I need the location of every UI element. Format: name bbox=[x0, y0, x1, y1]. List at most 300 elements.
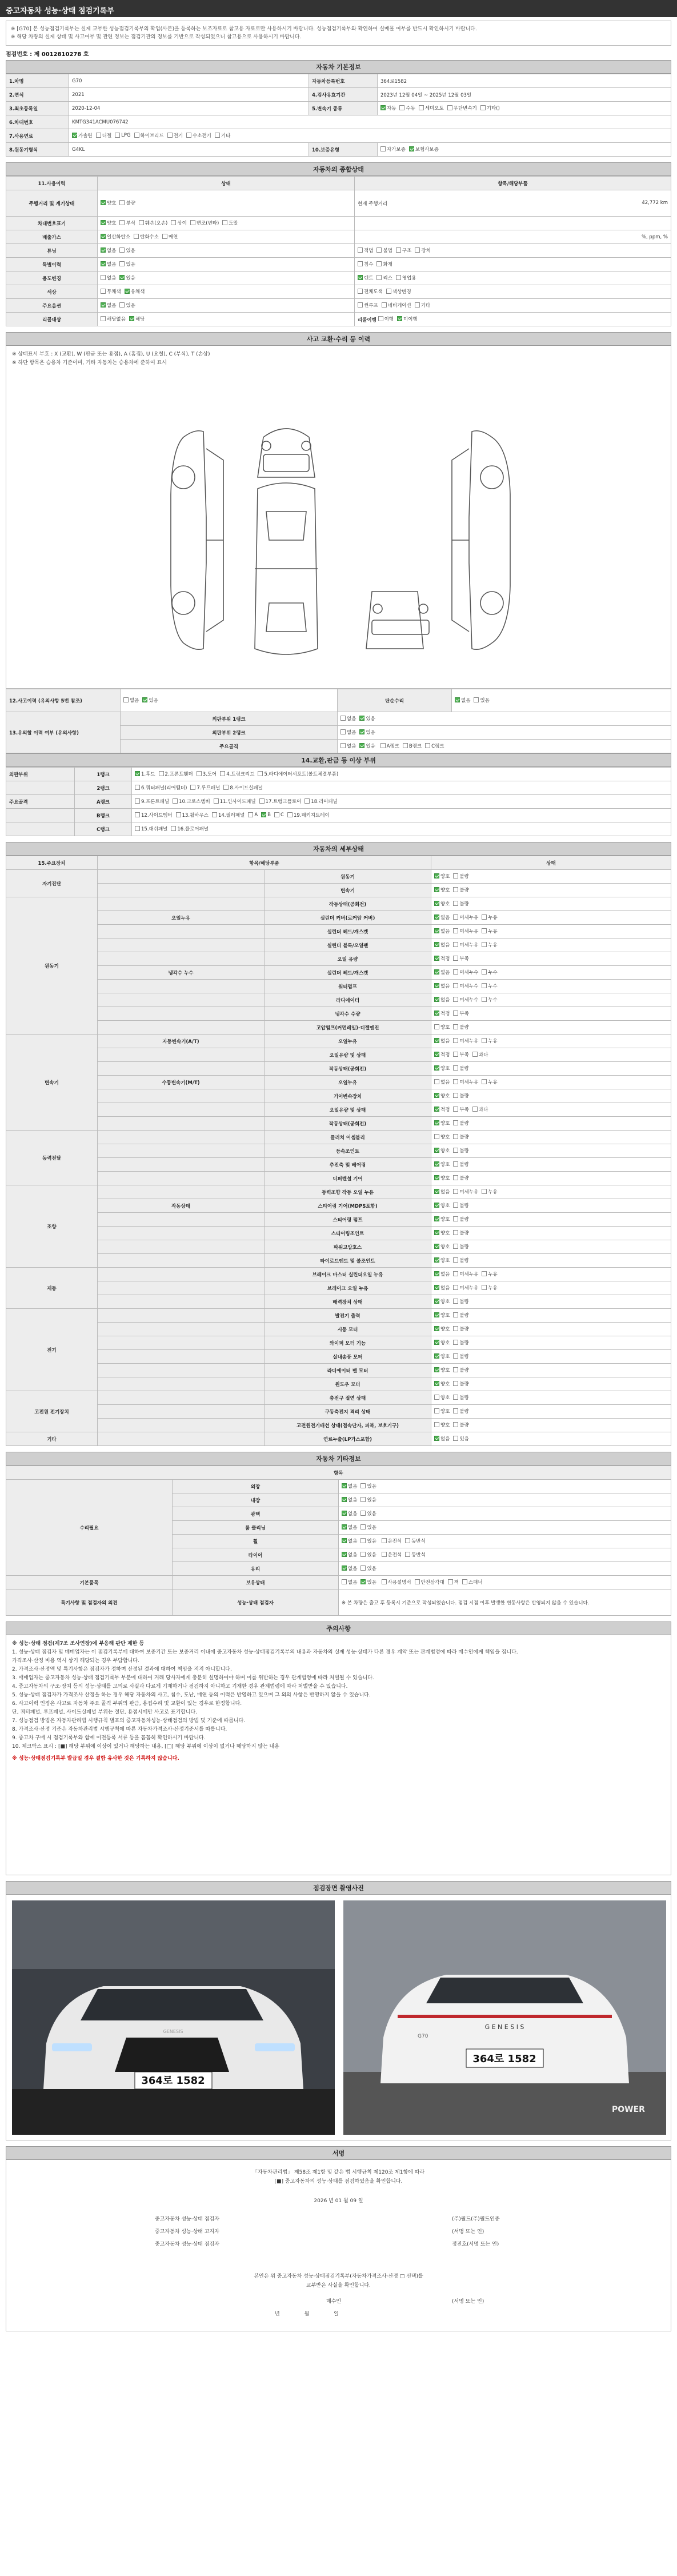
checkbox-label: 누유 bbox=[488, 1285, 498, 1291]
checkbox-icon bbox=[453, 1353, 458, 1359]
part-label: 기어변속장치 bbox=[265, 1089, 431, 1103]
label: 10.보증유형 bbox=[309, 143, 378, 157]
part-label: 오일누유 bbox=[265, 1035, 431, 1048]
car-top-view-icon bbox=[255, 483, 318, 654]
part-label: 실린더 커버(로커암 커버) bbox=[265, 911, 431, 925]
state bbox=[431, 925, 671, 938]
value: 2023년 12월 04일 ~ 2025년 12월 03일 bbox=[378, 88, 671, 102]
state bbox=[431, 1144, 671, 1158]
badge-front: GENESIS bbox=[163, 2029, 183, 2034]
checkbox-option bbox=[453, 1271, 478, 1277]
checkbox-label: 양호 bbox=[440, 1093, 450, 1099]
checkbox-icon bbox=[453, 1381, 458, 1386]
checkbox-icon bbox=[135, 812, 140, 817]
state bbox=[339, 1521, 671, 1535]
checkbox-option bbox=[342, 1510, 357, 1517]
checkbox-option bbox=[453, 996, 478, 1003]
checkbox-option bbox=[405, 1537, 426, 1544]
checkbox-option bbox=[134, 233, 159, 240]
checkbox-icon bbox=[386, 289, 391, 294]
checkbox-label: 있음 bbox=[367, 1483, 376, 1489]
checkbox-label: 유채색 bbox=[130, 289, 145, 295]
state bbox=[431, 1295, 671, 1309]
checkbox-option bbox=[453, 1312, 468, 1319]
checkbox-icon bbox=[173, 798, 178, 804]
group-label: 기타 bbox=[6, 1432, 98, 1446]
checkbox-option bbox=[453, 1353, 468, 1360]
checkbox-icon bbox=[397, 316, 402, 321]
checkbox-icon bbox=[455, 697, 460, 702]
caution-line: 1. 성능·상태 점검자 및 매매업자는 이 점검기록부에 대하여 보증기간 또는 보증거리 이내에 중고자동차 성능·상태점검기록부의 내용과 자동차의 실제 성능·상태가 다른 경우 계약 또는 관계법령에 따라 매수인에게 책임을 집니다. bbox=[12, 1650, 518, 1655]
state bbox=[339, 1507, 671, 1521]
checkbox-label: 과다 bbox=[478, 1052, 488, 1058]
checkbox-icon bbox=[453, 1065, 458, 1071]
part-label: 실린더 헤드/개스켓 bbox=[265, 966, 431, 980]
checkbox-icon bbox=[453, 887, 458, 892]
part-label: 워터펌프 bbox=[265, 980, 431, 993]
checkbox-icon bbox=[359, 729, 364, 734]
checkbox-label: 상이 bbox=[177, 220, 187, 226]
checkbox-icon bbox=[434, 1065, 439, 1071]
checkbox-option bbox=[434, 1298, 450, 1305]
checkbox-label: 양호 bbox=[440, 1148, 450, 1154]
car-rear-view-icon bbox=[366, 592, 429, 649]
checkbox-icon bbox=[453, 873, 458, 878]
value bbox=[338, 740, 671, 753]
checkbox-label: 부족 bbox=[459, 1052, 469, 1058]
checkbox-icon bbox=[259, 798, 265, 804]
checkbox-label: 불량 bbox=[459, 1175, 469, 1181]
checkbox-icon bbox=[342, 1552, 347, 1557]
checkbox-option bbox=[125, 288, 145, 295]
checkbox-option bbox=[425, 742, 444, 749]
checkbox-label: 없음 bbox=[440, 1079, 450, 1085]
checkbox-label: 없음 bbox=[348, 1579, 358, 1585]
part-label: 등속조인트 bbox=[265, 1144, 431, 1158]
checkbox-option bbox=[434, 1325, 450, 1332]
state bbox=[431, 911, 671, 925]
checkbox-label: 무채색 bbox=[107, 289, 121, 295]
checkbox-option bbox=[434, 1394, 450, 1401]
checkbox-icon bbox=[480, 105, 486, 110]
checkbox-icon bbox=[453, 1271, 458, 1276]
state bbox=[339, 1548, 671, 1562]
part-label: 룸 클리닝 bbox=[173, 1521, 339, 1535]
checkbox-option bbox=[222, 219, 238, 226]
part-label: 와이퍼 모터 기능 bbox=[265, 1336, 431, 1350]
checkbox-icon bbox=[462, 1579, 467, 1584]
checkbox-label: 없음 bbox=[440, 928, 450, 934]
checkbox-label: 미세누수 bbox=[459, 969, 479, 976]
checkbox-icon bbox=[382, 1579, 387, 1584]
checkbox-label: 부족 bbox=[459, 1107, 469, 1113]
part-label: 브레이크 오일 누유 bbox=[265, 1281, 431, 1295]
part-label: 외장 bbox=[173, 1480, 339, 1493]
checkbox-option bbox=[434, 1065, 450, 1072]
checkbox-option bbox=[360, 1551, 376, 1558]
sign-d: 일 bbox=[334, 2311, 339, 2317]
checkbox-option bbox=[162, 233, 178, 240]
checkbox-option bbox=[434, 914, 450, 921]
checkbox-label: 해당없음 bbox=[107, 316, 126, 322]
checkbox-option bbox=[119, 261, 135, 267]
checkbox-label: 양호 bbox=[440, 1230, 450, 1236]
part-label: 라디에이터 팬 모터 bbox=[265, 1364, 431, 1377]
label: 8.원동기형식 bbox=[6, 143, 69, 157]
state bbox=[431, 1227, 671, 1240]
checkbox-option bbox=[340, 715, 356, 722]
part-label: 시동 모터 bbox=[265, 1323, 431, 1336]
checkbox-icon bbox=[434, 942, 439, 947]
checkbox-label: 미이행 bbox=[403, 316, 418, 322]
checkbox-icon bbox=[360, 1511, 366, 1516]
checkbox-icon bbox=[434, 1203, 439, 1208]
part-label: 연료누출(LP가스포함) bbox=[265, 1432, 431, 1446]
checkbox-icon bbox=[415, 247, 420, 253]
checkbox-option bbox=[342, 1483, 357, 1489]
caution-line: 3. 매매업자는 중고자동차 성능·상태 점검기록부 부분에 대하여 거래 당사자에게 충분히 설명하여야 하며 이를 위반하는 경우 관계법령에 따라 처벌될 수 있습니다. bbox=[12, 1675, 374, 1681]
sub-label bbox=[98, 1089, 265, 1103]
row-detail bbox=[355, 230, 671, 244]
checkbox-option bbox=[453, 1325, 468, 1332]
checkbox-label: 양호 bbox=[440, 1326, 450, 1332]
group bbox=[6, 781, 75, 795]
checkbox-label: 누수 bbox=[488, 969, 498, 976]
checkbox-icon bbox=[482, 983, 487, 988]
checkbox-option bbox=[342, 1551, 357, 1558]
checkbox-icon bbox=[101, 289, 106, 294]
row-state bbox=[98, 313, 355, 326]
checkbox-label: 동반석 bbox=[411, 1538, 426, 1544]
checkbox-option bbox=[376, 274, 392, 281]
checkbox-option bbox=[101, 199, 116, 206]
row-label: 주요옵션 bbox=[6, 299, 98, 313]
checkbox-icon bbox=[448, 1579, 453, 1584]
checkbox-icon bbox=[409, 146, 414, 151]
checkbox-option bbox=[382, 302, 411, 309]
page-title: 중고자동차 성능·상태 점검기록부 bbox=[0, 0, 677, 17]
checkbox-icon bbox=[134, 234, 139, 239]
checkbox-icon bbox=[453, 1422, 458, 1427]
checkbox-label: 미세누수 bbox=[459, 983, 479, 989]
detail-table bbox=[6, 856, 671, 1446]
checkbox-option bbox=[453, 1133, 468, 1140]
checkbox-icon bbox=[380, 146, 386, 151]
th: 상태 bbox=[98, 177, 355, 190]
state bbox=[431, 1391, 671, 1405]
sub-label bbox=[98, 1350, 265, 1364]
part-label: 브레이크 마스터 실린더오일 누유 bbox=[265, 1268, 431, 1281]
checkbox-option bbox=[409, 146, 439, 153]
checkbox-label: 6.쿼터패널(리어휀더) bbox=[141, 785, 187, 791]
checkbox-label: 부족 bbox=[459, 956, 469, 962]
car-side-right-icon bbox=[452, 431, 510, 650]
checkbox-option bbox=[434, 1339, 450, 1346]
checkbox-option bbox=[359, 729, 375, 736]
th: 항목/해당부품 bbox=[355, 177, 671, 190]
label: 자동차등록번호 bbox=[309, 74, 378, 88]
row-state bbox=[98, 217, 355, 230]
checkbox-icon bbox=[434, 1161, 439, 1167]
sign-r3-value: 정진호(서명 또는 인) bbox=[452, 2242, 499, 2247]
part-label: 작동상태(공회전) bbox=[265, 897, 431, 911]
checkbox-option bbox=[220, 770, 254, 777]
state bbox=[431, 1240, 671, 1254]
checkbox-option bbox=[129, 315, 145, 322]
checkbox-option bbox=[359, 715, 375, 722]
sub-label bbox=[98, 980, 265, 993]
checkbox-icon bbox=[340, 743, 346, 748]
checkbox-label: 19.패키지트레이 bbox=[293, 812, 330, 818]
mileage: 42,772 km bbox=[642, 199, 668, 206]
checkbox-icon bbox=[135, 785, 140, 790]
checkbox-icon bbox=[261, 812, 266, 817]
sub-label bbox=[98, 1103, 265, 1117]
state bbox=[431, 1035, 671, 1048]
checkbox-option bbox=[360, 1537, 376, 1544]
checkbox-label: 수소전기 bbox=[193, 133, 211, 139]
checkbox-icon bbox=[399, 105, 404, 110]
checkbox-option bbox=[434, 1243, 450, 1250]
checkbox-icon bbox=[376, 275, 382, 280]
state bbox=[431, 1158, 671, 1172]
checkbox-label: 3.도어 bbox=[202, 771, 217, 777]
checkbox-option bbox=[190, 219, 219, 226]
row-detail: 리콜이행 이행 미이행 bbox=[355, 313, 671, 326]
checkbox-icon bbox=[453, 914, 458, 920]
checkbox-label: 적정 bbox=[440, 1107, 450, 1113]
sub-label bbox=[98, 1144, 265, 1158]
checkbox-option bbox=[171, 219, 186, 226]
state bbox=[431, 993, 671, 1007]
checkbox-label: 세미오토 bbox=[424, 105, 444, 111]
state bbox=[431, 897, 671, 911]
checkbox-label: 과다 bbox=[478, 1107, 488, 1113]
state bbox=[431, 1268, 671, 1281]
checkbox-option bbox=[453, 928, 478, 934]
checkbox-icon bbox=[358, 289, 363, 294]
checkbox-icon bbox=[274, 812, 279, 817]
rank: A랭크 bbox=[75, 795, 132, 809]
checkbox-label: 양호 bbox=[440, 1367, 450, 1373]
checkbox-label: 있음 bbox=[366, 729, 375, 736]
checkbox-icon bbox=[358, 261, 363, 266]
checkbox-option bbox=[434, 1037, 450, 1044]
checkbox-label: 17.트렁크플로어 bbox=[265, 798, 302, 805]
group-label: 전기 bbox=[6, 1309, 98, 1391]
checkbox-icon bbox=[376, 247, 382, 253]
checkbox-option bbox=[453, 1284, 478, 1291]
checkbox-option bbox=[382, 1579, 411, 1585]
checkbox-icon bbox=[358, 247, 363, 253]
checkbox-option bbox=[101, 247, 116, 254]
group: 주요골격 bbox=[6, 795, 75, 809]
section-misc: 자동차 기타정보 bbox=[6, 1452, 671, 1465]
checkbox-label: 불량 bbox=[459, 1161, 469, 1168]
checkbox-option bbox=[360, 1524, 376, 1531]
checkbox-label: 양호 bbox=[107, 220, 117, 226]
checkbox-label: 침수 bbox=[364, 261, 374, 267]
checkbox-label: 불량 bbox=[459, 1257, 469, 1264]
value: KMTG341ACMU076742 bbox=[69, 115, 671, 129]
checkbox-label: 불량 bbox=[459, 1353, 469, 1360]
part-label: 원동기 bbox=[265, 870, 431, 884]
caution-line: 가격조사·산정 비용 역시 상기 해당되는 경우 부담합니다. bbox=[12, 1658, 139, 1664]
checkbox-icon bbox=[434, 1381, 439, 1386]
checkbox-icon bbox=[378, 316, 383, 321]
checkbox-icon bbox=[482, 942, 487, 947]
part-label: 작동상태(공회전) bbox=[265, 1117, 431, 1131]
checkbox-label: 양호 bbox=[440, 873, 450, 880]
state bbox=[431, 1309, 671, 1323]
checkbox-label: 누유 bbox=[488, 914, 498, 921]
row-label: 13.유의할 이력 여부 (유의사항) bbox=[6, 712, 121, 753]
part-label: 고전원전기배선 상태(접속단자, 피복, 보호기구) bbox=[265, 1419, 431, 1432]
checkbox-option bbox=[434, 1312, 450, 1319]
checkbox-icon bbox=[135, 798, 140, 804]
checkbox-option bbox=[453, 1120, 468, 1127]
checkbox-icon bbox=[482, 1038, 487, 1043]
part-label: 구동축전지 격리 상태 bbox=[265, 1405, 431, 1419]
checkbox-icon bbox=[434, 1052, 439, 1057]
sign-r2-value: (서명 또는 인) bbox=[452, 2229, 484, 2235]
checkbox-option bbox=[386, 288, 411, 295]
checkbox-option bbox=[434, 1051, 450, 1058]
checkbox-label: 불법 bbox=[383, 247, 392, 254]
watermark: POWER bbox=[612, 2105, 645, 2114]
checkbox-option bbox=[482, 914, 497, 921]
checkbox-icon bbox=[434, 928, 439, 933]
sub-label: 작동상태 bbox=[98, 1199, 265, 1213]
accident-table bbox=[6, 689, 671, 753]
checkbox-icon bbox=[434, 1285, 439, 1290]
checkbox-option bbox=[453, 1380, 468, 1387]
checkbox-option bbox=[434, 941, 450, 948]
row-detail bbox=[355, 217, 671, 230]
part-label: 냉각수 수량 bbox=[265, 1007, 431, 1021]
car-side-left-icon bbox=[171, 431, 223, 650]
checkbox-option bbox=[135, 825, 167, 832]
checkbox-icon bbox=[472, 1107, 478, 1112]
checkbox-label: 없음 bbox=[440, 1436, 450, 1442]
checkbox-label: 전체도색 bbox=[364, 289, 383, 295]
checkbox-icon bbox=[119, 247, 125, 253]
checkbox-icon bbox=[453, 1203, 458, 1208]
checkbox-option bbox=[382, 1551, 402, 1558]
checkbox-label: 16.플로어패널 bbox=[177, 826, 209, 832]
checkbox-icon bbox=[382, 1552, 387, 1557]
group-label: 원동기 bbox=[6, 897, 98, 1035]
sub-label bbox=[98, 1172, 265, 1185]
checkbox-label: 불량 bbox=[459, 1422, 469, 1428]
checkbox-label: 있음 bbox=[366, 716, 375, 722]
checkbox-icon bbox=[342, 1483, 347, 1488]
checkbox-label: 적정 bbox=[440, 956, 450, 962]
checkbox-icon bbox=[134, 133, 139, 138]
checkbox-label: 누유 bbox=[488, 1271, 498, 1277]
checkbox-label: 미세누유 bbox=[459, 1189, 479, 1195]
row-state bbox=[98, 285, 355, 299]
checkbox-icon bbox=[482, 969, 487, 975]
checkbox-option bbox=[453, 1202, 468, 1209]
sub-label bbox=[98, 1131, 265, 1144]
checkbox-icon bbox=[342, 1579, 347, 1584]
checkbox-label: 양호 bbox=[440, 901, 450, 907]
state bbox=[431, 1199, 671, 1213]
checkbox-icon bbox=[376, 261, 382, 266]
checkbox-label: 매연 bbox=[168, 234, 178, 240]
checkbox-label: 양호 bbox=[440, 1312, 450, 1319]
checkbox-label: 있음 bbox=[367, 1565, 376, 1572]
checkbox-option bbox=[415, 247, 430, 254]
checkbox-option bbox=[482, 941, 497, 948]
checkbox-option bbox=[482, 996, 497, 1003]
checkbox-label: 미세누유 bbox=[459, 1079, 479, 1085]
checkbox-icon bbox=[171, 826, 176, 831]
state bbox=[431, 1007, 671, 1021]
checkbox-label: 도말 bbox=[229, 220, 238, 226]
checkbox-icon bbox=[222, 220, 227, 225]
sub-label bbox=[98, 1391, 265, 1405]
checkbox-label: C랭크 bbox=[431, 743, 444, 749]
checkbox-option bbox=[482, 969, 497, 976]
checkbox-icon bbox=[380, 743, 386, 748]
checkbox-option bbox=[135, 812, 173, 818]
checkbox-icon bbox=[453, 1299, 458, 1304]
checkbox-icon bbox=[434, 1189, 439, 1194]
group-label: 변속기 bbox=[6, 1035, 98, 1131]
checkbox-label: 18.리어패널 bbox=[311, 798, 338, 805]
checkbox-icon bbox=[72, 133, 77, 138]
checkbox-option bbox=[453, 1051, 468, 1058]
part-label: 휠 bbox=[173, 1535, 339, 1548]
checkbox-option bbox=[434, 1271, 450, 1277]
checkbox-option bbox=[274, 812, 284, 818]
checkbox-label: 불량 bbox=[459, 1148, 469, 1154]
checkbox-option bbox=[474, 697, 489, 704]
checkbox-option bbox=[482, 1188, 497, 1195]
section-caution: 주의사항 bbox=[6, 1622, 671, 1635]
checkbox-label: 누유 bbox=[488, 942, 498, 948]
caution-line: 4. 중고자동차의 구조·장치 등의 성능·상태를 고의로 사실과 다르게 기재하거나 점검하지 아니하고 기재한 경우 관계법령에 따라 처벌받을 수 있습니다. bbox=[12, 1684, 348, 1690]
checkbox-icon bbox=[125, 289, 130, 294]
checkbox-label: 영업용 bbox=[402, 275, 416, 281]
checkbox-label: B랭크 bbox=[408, 743, 422, 749]
checkbox-option bbox=[258, 770, 338, 777]
checkbox-label: 누수 bbox=[488, 997, 498, 1003]
checkbox-icon bbox=[453, 1120, 458, 1125]
checkbox-icon bbox=[453, 1312, 458, 1317]
checkbox-label: 디젤 bbox=[102, 133, 112, 139]
checkbox-label: 불량 bbox=[459, 1093, 469, 1099]
checkbox-label: 불량 bbox=[459, 1120, 469, 1127]
checkbox-label: 양호 bbox=[440, 1065, 450, 1072]
checkbox-icon bbox=[405, 1538, 410, 1543]
checkbox-label: 8.사이드실패널 bbox=[230, 785, 263, 791]
group-label: 제동 bbox=[6, 1268, 98, 1309]
checkbox-option bbox=[434, 1435, 450, 1442]
sub-label bbox=[98, 1062, 265, 1076]
checkbox-option bbox=[434, 1353, 450, 1360]
checkbox-label: 양호 bbox=[440, 1395, 450, 1401]
checkbox-label: 양호 bbox=[440, 1408, 450, 1415]
checkbox-label: 불량 bbox=[459, 1244, 469, 1250]
checkbox-icon bbox=[453, 1244, 458, 1249]
sign-law: 「자동차관리법」 제58조 제1항 및 같은 법 시행규칙 제120조 제1항에 따라 bbox=[252, 2170, 425, 2175]
checkbox-label: 부식 bbox=[126, 220, 135, 226]
checkbox-option bbox=[482, 1271, 497, 1277]
checkbox-icon bbox=[453, 901, 458, 906]
